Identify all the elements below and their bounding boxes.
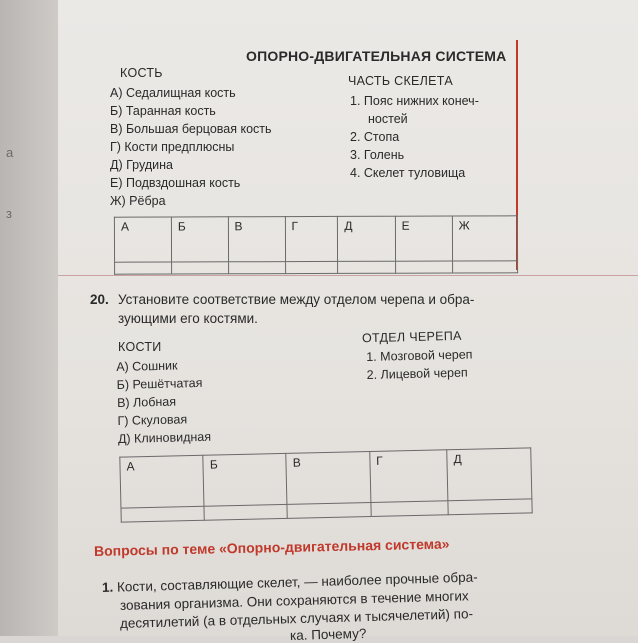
facing-page-edge xyxy=(0,0,60,636)
list-item: 1. Мозговой череп xyxy=(366,347,473,364)
table-header-cell: Г xyxy=(369,450,448,503)
list-item: Г) Кости предплюсны xyxy=(110,140,235,154)
list-item: В) Лобная xyxy=(116,394,177,410)
table-header-cell: Е xyxy=(395,216,452,261)
answer-cell[interactable] xyxy=(204,505,287,520)
table-header-row xyxy=(120,448,532,509)
list-item: Д) Клиновидная xyxy=(117,429,212,446)
list-item: Б) Таранная кость xyxy=(110,104,216,118)
table-header-cell: Б xyxy=(171,217,228,262)
textbook-page xyxy=(58,0,638,643)
section-divider xyxy=(58,275,638,276)
question-line: десятилетий (а в отдельных случаях и тысячелетий) по- xyxy=(119,606,474,631)
list-item: 3. Голень xyxy=(350,148,405,162)
margin-mark: з xyxy=(6,206,12,221)
margin-mark: а xyxy=(6,145,14,160)
task-text-line: Установите соответствие между отделом черепа и обра- xyxy=(118,292,475,307)
table-header-cell: В xyxy=(286,452,371,505)
list-item: 2. Лицевой череп xyxy=(366,365,468,382)
table-header-cell: А xyxy=(114,217,171,262)
list-item: 4. Скелет туловища xyxy=(350,166,466,180)
bones-column-heading: КОСТИ xyxy=(118,340,162,354)
table-header-cell: Д xyxy=(338,216,395,261)
skeleton-part-column-heading: ЧАСТЬ СКЕЛЕТА xyxy=(348,74,453,88)
table-header-cell: Б xyxy=(203,453,287,506)
skeleton-part-list xyxy=(350,92,479,182)
list-item: Г) Скуловая xyxy=(117,412,188,428)
list-item: 1. Пояс нижних конеч- xyxy=(350,94,479,108)
list-item: 2. Стопа xyxy=(350,130,400,144)
bones-list xyxy=(110,84,272,210)
table-header-cell: Д xyxy=(447,448,532,501)
task-text-line: зующими его костями. xyxy=(118,311,258,326)
table-answer-row xyxy=(115,261,518,274)
question-number: 1. xyxy=(101,579,114,595)
answer-cell[interactable] xyxy=(452,261,517,273)
list-item: Д) Грудина xyxy=(110,158,173,172)
list-item: Б) Решётчатая xyxy=(116,375,203,392)
bones-column-heading: КОСТЬ xyxy=(120,66,163,80)
answer-cell[interactable] xyxy=(395,261,452,273)
table-header-cell: Г xyxy=(285,216,338,261)
list-item: В) Большая берцовая кость xyxy=(110,122,272,136)
table-header-cell: А xyxy=(120,455,205,508)
answer-cell[interactable] xyxy=(228,262,285,274)
task-number: 20. xyxy=(90,292,109,307)
answer-table-19 xyxy=(114,215,518,274)
questions-heading: Вопросы по теме «Опорно-двигательная система» xyxy=(93,535,450,559)
table-header-row xyxy=(114,216,517,263)
question-line: зования организма. Они сохраняются в течение многих xyxy=(119,588,469,613)
answer-cell[interactable] xyxy=(448,499,532,514)
answer-cell[interactable] xyxy=(285,262,338,274)
table-header-cell: В xyxy=(228,217,285,262)
question-line: ка. Почему? xyxy=(289,625,367,643)
answer-cell[interactable] xyxy=(115,262,172,274)
list-item: А) Сошник xyxy=(116,358,178,374)
question-text: Кости, составляющие скелет, — наиболее прочные обра- xyxy=(116,569,478,595)
skull-section-column-heading: ОТДЕЛ ЧЕРЕПА xyxy=(361,328,462,346)
skull-section-list xyxy=(366,345,473,384)
section-title: ОПОРНО-ДВИГАТЕЛЬНАЯ СИСТЕМА xyxy=(246,48,507,64)
answer-table-20 xyxy=(119,447,532,522)
list-item: Ж) Рёбра xyxy=(110,194,166,208)
answer-cell[interactable] xyxy=(287,503,371,518)
table-header-cell: Ж xyxy=(452,216,518,261)
answer-cell[interactable] xyxy=(172,262,229,274)
answer-cell[interactable] xyxy=(371,501,449,516)
bones-list xyxy=(116,356,211,448)
answer-cell[interactable] xyxy=(121,507,205,522)
list-item: ностей xyxy=(368,112,408,126)
list-item: Е) Подвздошная кость xyxy=(110,176,241,190)
list-item: А) Седалищная кость xyxy=(110,86,236,100)
answer-cell[interactable] xyxy=(338,261,395,273)
